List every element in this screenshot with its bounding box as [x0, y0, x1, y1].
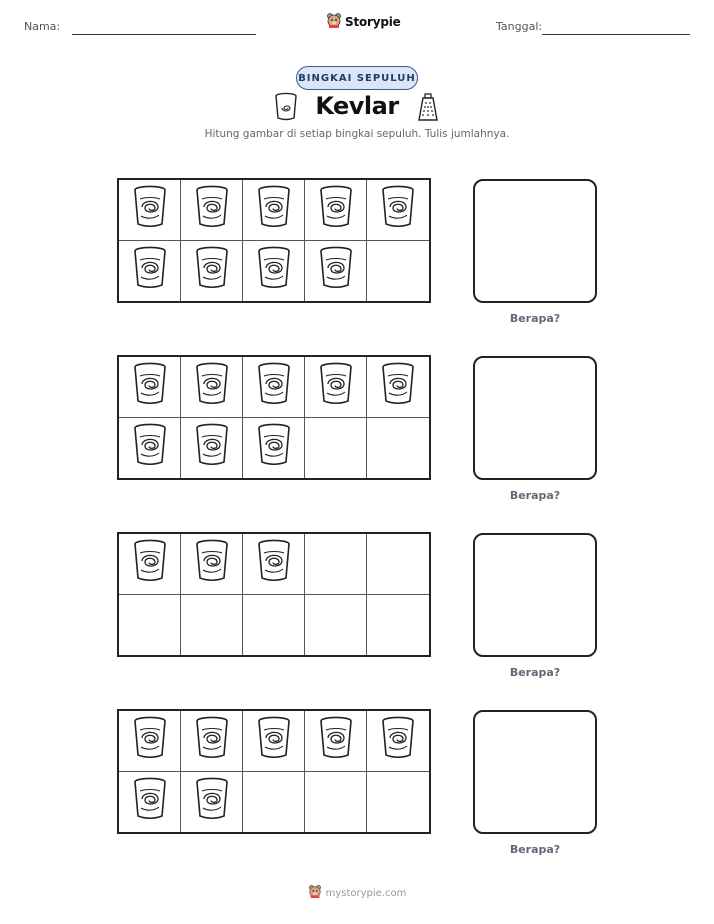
footer-url: mystorypie.com [325, 888, 407, 899]
ten-frame-2 [117, 355, 431, 480]
frame-cell [305, 418, 367, 479]
frame-cell [367, 534, 429, 595]
frame-cell [181, 357, 243, 418]
frame-cell [367, 772, 429, 833]
cup-icon [133, 539, 167, 588]
cup-icon [319, 362, 353, 411]
cup-icon [195, 423, 229, 472]
frame-cell [367, 595, 429, 656]
frame-cell [119, 241, 181, 302]
bear-logo-icon [308, 884, 322, 903]
answer-prompt-2: Berapa? [509, 489, 561, 502]
frame-cell [119, 772, 181, 833]
cup-icon [381, 362, 415, 411]
frame-cell [181, 418, 243, 479]
ten-frame-3 [117, 532, 431, 657]
worksheet-type-badge: BINGKAI SEPULUH [296, 66, 418, 90]
frame-cell [367, 711, 429, 772]
cup-icon [133, 716, 167, 765]
frame-cell [305, 357, 367, 418]
frame-cell [367, 418, 429, 479]
date-label: Tanggal: [496, 20, 543, 33]
frame-cell [119, 357, 181, 418]
cup-icon [133, 423, 167, 472]
frame-cell [119, 180, 181, 241]
frame-cell [243, 534, 305, 595]
bear-logo-icon [326, 12, 342, 33]
frame-cell [305, 711, 367, 772]
answer-box-2[interactable] [473, 356, 597, 480]
answer-box-4[interactable] [473, 710, 597, 834]
frame-cell [305, 595, 367, 656]
frame-cell [181, 180, 243, 241]
cup-icon [319, 246, 353, 295]
answer-prompt-3: Berapa? [509, 666, 561, 679]
cup-icon [195, 246, 229, 295]
name-label: Nama: [24, 20, 61, 33]
cup-icon [133, 185, 167, 234]
frame-cell [243, 418, 305, 479]
answer-prompt-1: Berapa? [509, 312, 561, 325]
cup-icon [257, 185, 291, 234]
frame-cell [367, 357, 429, 418]
frame-cell [181, 241, 243, 302]
frame-cell [243, 241, 305, 302]
worksheet-instructions: Hitung gambar di setiap bingkai sepuluh. Tulis jumlahnya. [204, 128, 510, 140]
cup-icon [195, 716, 229, 765]
brand-logo [326, 12, 401, 32]
name-line [72, 34, 256, 35]
cup-icon [319, 716, 353, 765]
frame-cell [367, 180, 429, 241]
frame-cell [243, 772, 305, 833]
frame-cell [367, 241, 429, 302]
cup-icon [133, 777, 167, 826]
footer [0, 884, 714, 903]
frame-cell [305, 180, 367, 241]
frame-cell [243, 357, 305, 418]
cup-icon [257, 423, 291, 472]
cup-icon [195, 362, 229, 411]
date-line [542, 34, 690, 35]
cup-icon [381, 185, 415, 234]
cup-icon [319, 185, 353, 234]
frame-cell [119, 418, 181, 479]
cup-icon [133, 246, 167, 295]
frame-cell [243, 595, 305, 656]
grater-icon [416, 92, 440, 127]
cup-icon [257, 539, 291, 588]
cup-icon [257, 246, 291, 295]
frame-cell [119, 711, 181, 772]
frame-cell [181, 711, 243, 772]
frame-cell [305, 241, 367, 302]
frame-cell [119, 595, 181, 656]
frame-cell [305, 534, 367, 595]
frame-cell [305, 772, 367, 833]
ten-frame-4 [117, 709, 431, 834]
answer-box-1[interactable] [473, 179, 597, 303]
frame-cell [119, 534, 181, 595]
cup-icon [257, 362, 291, 411]
cup-icon [195, 539, 229, 588]
answer-prompt-4: Berapa? [509, 843, 561, 856]
cup-icon [381, 716, 415, 765]
frame-cell [181, 595, 243, 656]
cup-icon [133, 362, 167, 411]
cup-icon [195, 185, 229, 234]
answer-box-3[interactable] [473, 533, 597, 657]
frame-cell [181, 772, 243, 833]
ten-frame-1 [117, 178, 431, 303]
cup-icon [257, 716, 291, 765]
frame-cell [243, 180, 305, 241]
brand-name: Storypie [345, 15, 401, 29]
cup-icon [195, 777, 229, 826]
worksheet-title: Kevlar [315, 92, 399, 120]
frame-cell [243, 711, 305, 772]
frame-cell [181, 534, 243, 595]
